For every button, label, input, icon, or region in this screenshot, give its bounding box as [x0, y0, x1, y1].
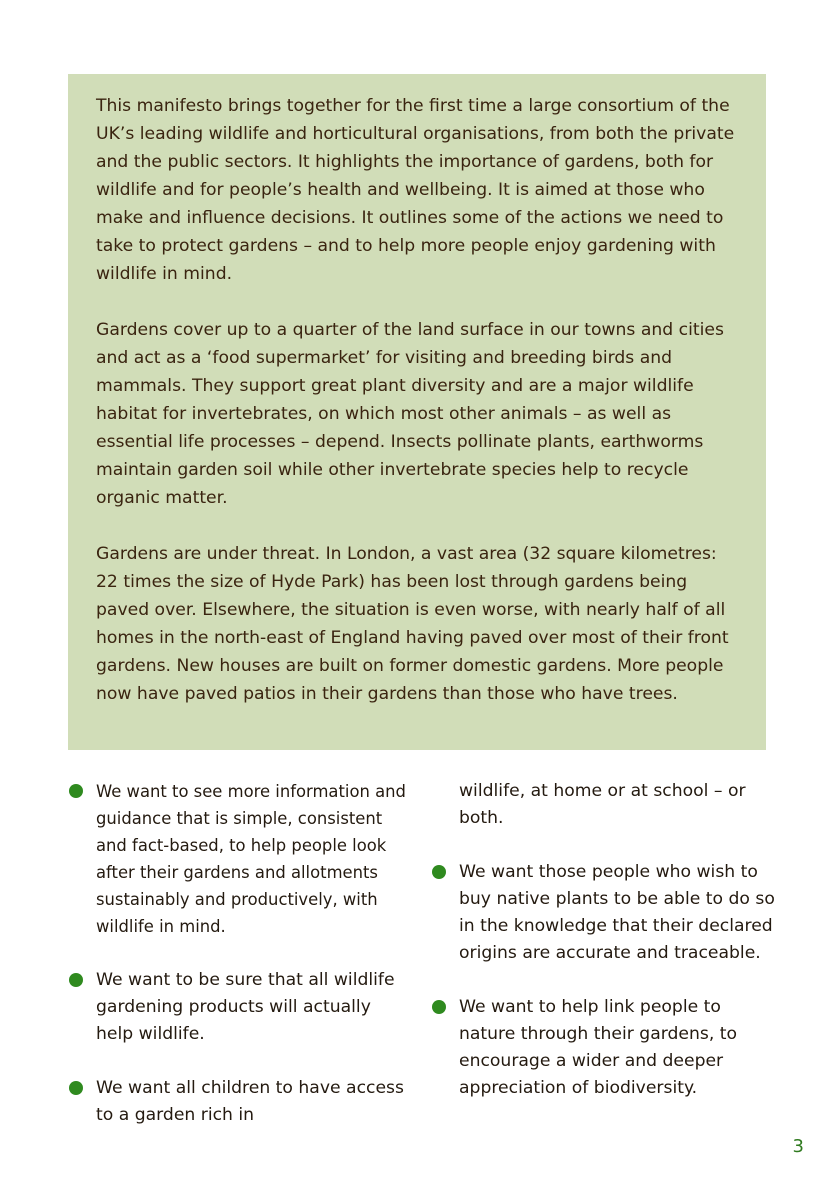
intro-paragraph: Gardens are under threat. In London, a vast area (32 square kilometres: 22 times the size of Hyde Park) has been lost through gardens being paved over. Elsewhere, the situation is even worse, with nearly half of all homes in the north-east of England having paved over most of their front gardens. New houses are built on former domestic gardens. More people now have paved patios in their gardens than those who have trees. — [96, 544, 729, 704]
list-item — [431, 859, 776, 967]
bullet-dot-icon — [432, 1000, 446, 1014]
bullet-text: We want to see more information and guidance that is simple, consistent and fact-based, to help people look after their gardens and allotments sustainably and productively, with wildlife in mind. — [96, 782, 406, 936]
bullet-dot-icon — [69, 784, 83, 798]
bullet-text: We want all children to have access to a garden rich in — [96, 1078, 404, 1125]
bullet-column-right — [431, 778, 776, 1129]
list-item — [68, 1075, 413, 1129]
list-item — [431, 994, 776, 1102]
bullet-text: We want those people who wish to buy native plants to be able to do so in the knowledge that their declared origins are accurate and traceable. — [459, 862, 775, 963]
bullet-dot-icon — [69, 1081, 83, 1095]
list-item — [68, 778, 413, 940]
list-item — [68, 967, 413, 1048]
intro-box — [68, 74, 766, 750]
bullet-text: We want to help link people to nature through their gardens, to encourage a wider and deeper appreciation of biodiversity. — [459, 997, 738, 1098]
bullet-continuation: wildlife, at home or at school – or both. — [459, 781, 746, 828]
bullet-dot-icon — [69, 973, 83, 987]
bullet-column-left — [68, 778, 413, 1156]
intro-paragraph: This manifesto brings together for the first time a large consortium of the UK’s leading wildlife and horticultural organisations, from both the private and the public sectors. It highlights the importance of gardens, both for wildlife and for people’s health and wellbeing. It is aimed at those who make and influence decisions. It outlines some of the actions we need to take to protect gardens – and to help more people enjoy gardening with wildlife in mind. — [96, 96, 735, 284]
page-number: 3 — [792, 1136, 804, 1157]
intro-paragraph: Gardens cover up to a quarter of the land surface in our towns and cities and act as a ‘food supermarket’ for visiting and breeding birds and mammals. They support great plant diversity and are a major wildlife habitat for invertebrates, on which most other animals – as well as essential life processes – depend. Insects pollinate plants, earthworms maintain garden soil while other invertebrate species help to recycle organic matter. — [96, 320, 724, 508]
bullet-dot-icon — [432, 865, 446, 879]
bullet-text: We want to be sure that all wildlife gardening products will actually help wildlife. — [96, 970, 395, 1044]
